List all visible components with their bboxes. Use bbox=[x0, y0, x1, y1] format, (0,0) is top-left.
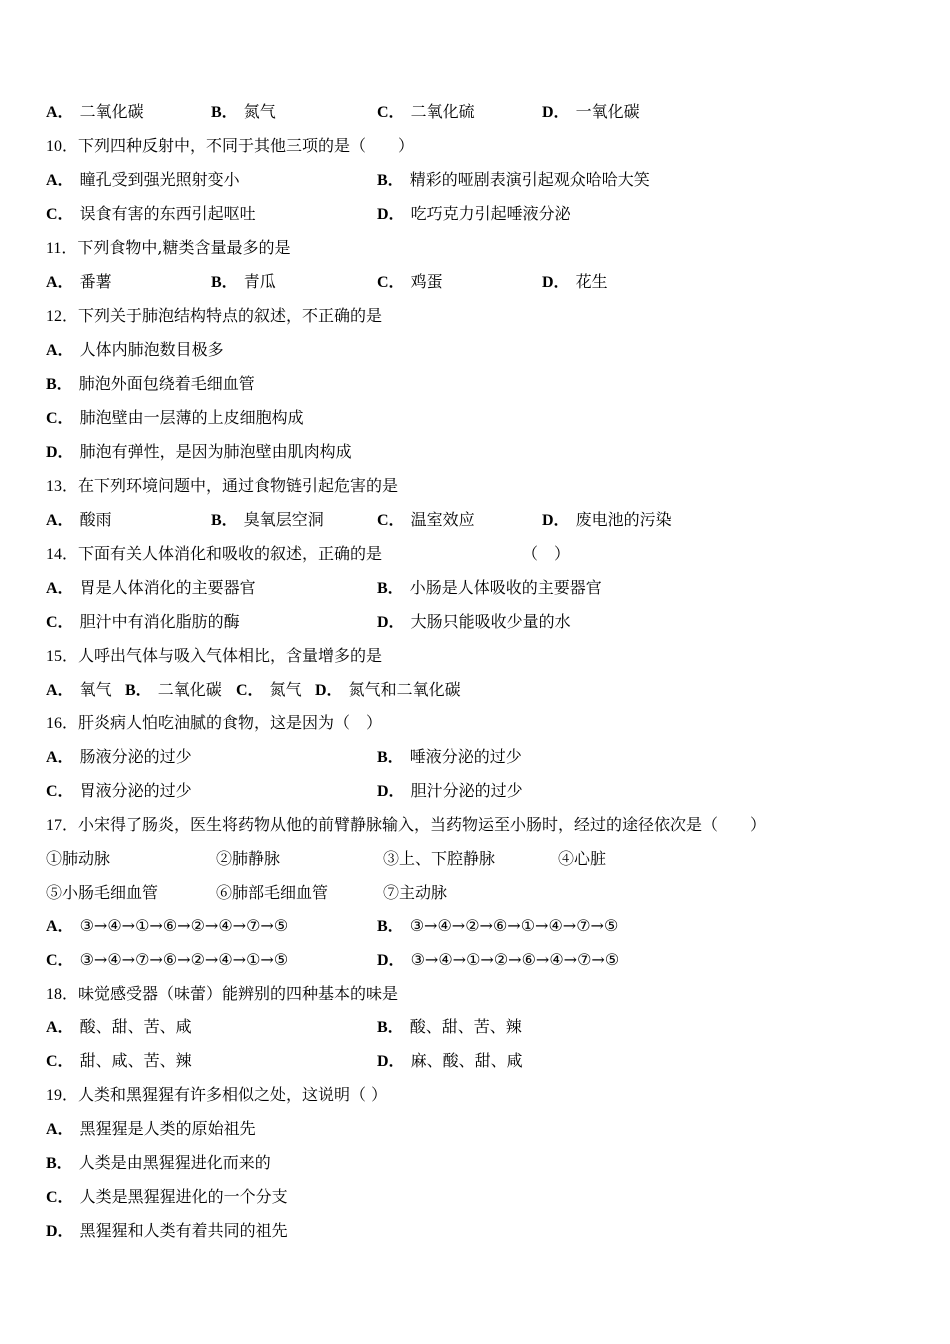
q18-stem: 18．味觉感受器（味蕾）能辨别的四种基本的味是 bbox=[46, 984, 399, 1003]
q15-option-d: D． 氮气和二氧化碳 bbox=[315, 680, 461, 699]
q12-option-a: A． 人体内肺泡数目极多 bbox=[46, 340, 224, 359]
q16-option-b: B． 唾液分泌的过少 bbox=[377, 747, 522, 766]
q10-option-d: D． 吃巧克力引起唾液分泌 bbox=[377, 204, 571, 223]
q19-option-b: B． 人类是由黑猩猩进化而来的 bbox=[46, 1153, 271, 1172]
q17-option-b: B． ③→④→②→⑥→①→④→⑦→⑤ bbox=[377, 916, 619, 935]
q9-option-a: A． 二氧化碳 bbox=[46, 102, 144, 121]
q17-item-5: ⑤小肠毛细血管 bbox=[46, 883, 159, 902]
q14-option-a: A． 胃是人体消化的主要器官 bbox=[46, 578, 256, 597]
q10-option-b: B． 精彩的哑剧表演引起观众哈哈大笑 bbox=[377, 170, 650, 189]
q13-option-d: D． 废电池的污染 bbox=[542, 510, 672, 529]
q12-stem: 12．下列关于肺泡结构特点的叙述，不正确的是 bbox=[46, 306, 383, 325]
q12-option-c: C． 肺泡壁由一层薄的上皮细胞构成 bbox=[46, 408, 304, 427]
q11-option-d: D． 花生 bbox=[542, 272, 608, 291]
q18-option-c: C． 甜、咸、苦、辣 bbox=[46, 1051, 192, 1070]
q17-item-6: ⑥肺部毛细血管 bbox=[216, 883, 329, 902]
q15-stem: 15．人呼出气体与吸入气体相比，含量增多的是 bbox=[46, 646, 383, 665]
q15-option-a: A． 氧气 bbox=[46, 680, 112, 699]
q14-option-c: C． 胆汁中有消化脂肪的酶 bbox=[46, 612, 240, 631]
q18-option-d: D． 麻、酸、甜、咸 bbox=[377, 1051, 523, 1070]
q17-item-7: ⑦主动脉 bbox=[383, 883, 448, 902]
q16-stem: 16．肝炎病人怕吃油腻的食物，这是因为（ ） bbox=[46, 713, 383, 732]
q15-option-c: C． 氮气 bbox=[236, 680, 302, 699]
q15-option-b: B． 二氧化碳 bbox=[125, 680, 222, 699]
q17-item-4: ④心脏 bbox=[558, 849, 607, 868]
q11-option-a: A． 番薯 bbox=[46, 272, 112, 291]
q17-item-3: ③上、下腔静脉 bbox=[383, 849, 496, 868]
q17-option-a: A． ③→④→①→⑥→②→④→⑦→⑤ bbox=[46, 916, 289, 935]
q16-option-a: A． 肠液分泌的过少 bbox=[46, 747, 192, 766]
q9-option-c: C． 二氧化硫 bbox=[377, 102, 475, 121]
q11-option-b: B． 青瓜 bbox=[211, 272, 276, 291]
q13-option-a: A． 酸雨 bbox=[46, 510, 112, 529]
q17-stem: 17．小宋得了肠炎，医生将药物从他的前臂静脉输入，当药物运至小肠时，经过的途径依次是（ ） bbox=[46, 815, 767, 834]
q17-item-1: ①肺动脉 bbox=[46, 849, 111, 868]
q18-option-a: A． 酸、甜、苦、咸 bbox=[46, 1017, 192, 1036]
q14-answer-bracket: （ ） bbox=[522, 544, 571, 563]
q14-option-d: D． 大肠只能吸收少量的水 bbox=[377, 612, 571, 631]
q11-stem: 11．下列食物中,糖类含量最多的是 bbox=[46, 238, 291, 257]
q10-stem: 10．下列四种反射中，不同于其他三项的是（ ） bbox=[46, 136, 415, 155]
q9-option-b: B． 氮气 bbox=[211, 102, 276, 121]
q17-item-2: ②肺静脉 bbox=[216, 849, 281, 868]
q11-option-c: C． 鸡蛋 bbox=[377, 272, 443, 291]
q18-option-b: B． 酸、甜、苦、辣 bbox=[377, 1017, 522, 1036]
q12-option-b: B． 肺泡外面包绕着毛细血管 bbox=[46, 374, 255, 393]
q14-stem: 14．下面有关人体消化和吸收的叙述，正确的是 （ ） bbox=[46, 537, 382, 571]
q16-option-c: C． 胃液分泌的过少 bbox=[46, 781, 192, 800]
q10-option-c: C． 误食有害的东西引起呕吐 bbox=[46, 204, 256, 223]
q17-option-d: D． ③→④→①→②→⑥→④→⑦→⑤ bbox=[377, 950, 620, 969]
q14-option-b: B． 小肠是人体吸收的主要器官 bbox=[377, 578, 602, 597]
q13-option-c: C． 温室效应 bbox=[377, 510, 475, 529]
q19-option-c: C． 人类是黑猩猩进化的一个分支 bbox=[46, 1187, 288, 1206]
q10-option-a: A． 瞳孔受到强光照射变小 bbox=[46, 170, 240, 189]
q17-option-c: C． ③→④→⑦→⑥→②→④→①→⑤ bbox=[46, 950, 289, 969]
q9-option-d: D． 一氧化碳 bbox=[542, 102, 640, 121]
q16-option-d: D． 胆汁分泌的过少 bbox=[377, 781, 523, 800]
q19-option-d: D． 黑猩猩和人类有着共同的祖先 bbox=[46, 1221, 288, 1240]
q13-stem: 13．在下列环境问题中，通过食物链引起危害的是 bbox=[46, 476, 399, 495]
q12-option-d: D． 肺泡有弹性，是因为肺泡壁由肌肉构成 bbox=[46, 442, 352, 461]
q19-stem: 19．人类和黑猩猩有许多相似之处，这说明（ ） bbox=[46, 1085, 388, 1104]
q19-option-a: A． 黑猩猩是人类的原始祖先 bbox=[46, 1119, 256, 1138]
q13-option-b: B． 臭氧层空洞 bbox=[211, 510, 324, 529]
